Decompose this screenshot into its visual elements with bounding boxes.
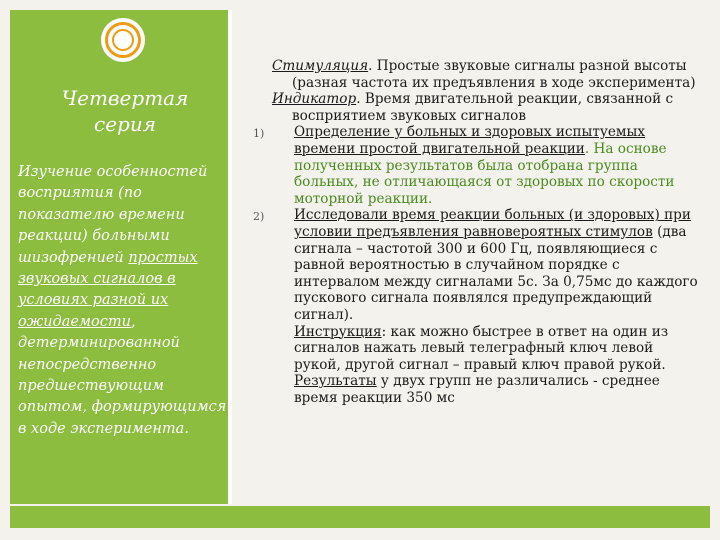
item1-green-text: . На основе полученных результатов xyxy=(294,140,667,174)
series-desc-underlined: простых звуковых сигналов в условиях разной их ожидаемости xyxy=(18,249,198,330)
indicator-text: . Время двигательной реакции, связанной с восприятием звуковых сигналов xyxy=(292,91,674,124)
bottom-bar xyxy=(10,506,710,528)
stimulation-text: . Простые звуковые сигналы разной высоты (разная частота их предъявления в ходе эксперимента) xyxy=(292,58,696,91)
list-number-2: 2) xyxy=(253,210,265,224)
stimulation-paragraph xyxy=(240,58,700,91)
panel-divider xyxy=(228,10,232,504)
series-desc-part1: Изучение особенностей восприятия (по показателю времени реакции) больными шизофренией xyxy=(18,164,208,266)
results-label: Результаты xyxy=(294,373,377,390)
results-text: у двух групп не различались - среднее время реакции 350 мс xyxy=(294,373,660,406)
item1-rest: была отобрана группа больных, не отличающаяся от здоровых по скорости моторной реакции. xyxy=(294,157,675,207)
series-title xyxy=(40,85,210,137)
item1-underlined: Определение у больных и здоровых испытуемых времени простой двигательной реакции xyxy=(294,124,645,157)
content-body xyxy=(240,58,700,406)
ring-logo-icon xyxy=(101,18,145,62)
item2-rest: (два сигнала – частотой 300 и 600 Гц, появляющиеся с равной вероятностью в случайном порядке с интервалом между сигналами 5с. За 0,75мс до каждого пускового сигнала появлялся предупреждающий сигнал). xyxy=(294,223,698,323)
indicator-label: Индикатор xyxy=(272,91,357,108)
instruction-label: Инструкция xyxy=(294,323,382,340)
instruction-paragraph xyxy=(240,324,700,374)
series-description xyxy=(18,162,228,440)
indicator-paragraph xyxy=(240,91,700,124)
instruction-text: : как можно быстрее в ответ на один из сигналов нажать левый телеграфный ключ левой рукой, другой сигнал – правый ключ правой рукой. xyxy=(294,323,669,373)
stimulation-label: Стимуляция xyxy=(272,58,369,74)
results-paragraph xyxy=(240,373,700,406)
list-item-1 xyxy=(240,124,700,207)
list-item-2 xyxy=(240,207,700,323)
item2-underlined: Исследовали время реакции больных (и здоровых) при условии предъявления равновероятных стимулов xyxy=(294,207,691,240)
list-number-1: 1) xyxy=(253,127,265,141)
series-title-line2: серия xyxy=(94,112,156,136)
series-title-line1: Четвертая xyxy=(61,86,189,110)
series-desc-part2: , детерминированной непосредственно предшествующим опытом, формирующимся в ходе эксперимента. xyxy=(18,313,227,437)
